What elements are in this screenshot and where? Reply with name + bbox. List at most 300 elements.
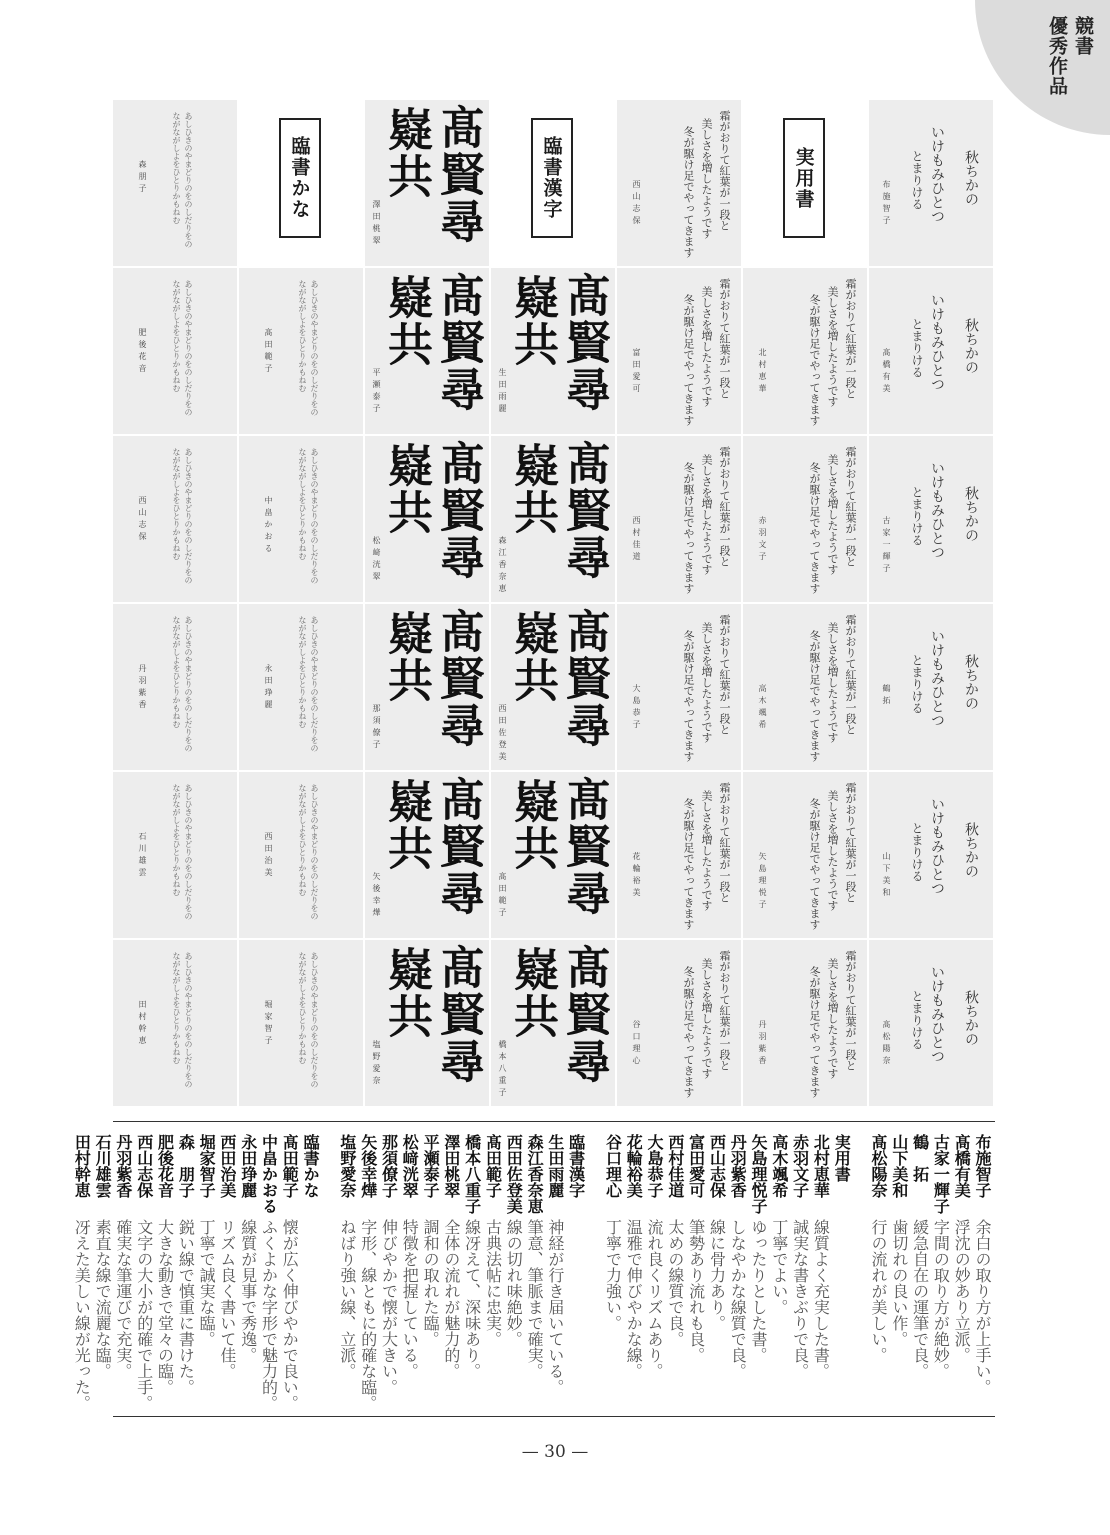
artwork-line: 美しさを増したようです <box>700 958 713 1079</box>
artwork-line: 髙賢尋 <box>432 608 485 749</box>
judge-comment: しなやかな線質で良。 <box>728 1218 748 1379</box>
artwork-line: 美しさを増したようです <box>700 454 713 575</box>
artwork-signature: 高木颯希 <box>758 684 767 732</box>
author-name: 石川雄雲 <box>93 1134 113 1198</box>
artwork-line: 冬が駆け足でやってきます <box>808 294 821 426</box>
artwork-line: あしひきのやまどりのをのしだりをの <box>310 448 319 584</box>
artwork-line: 髙賢尋 <box>558 776 611 917</box>
artwork-kanji <box>365 100 489 266</box>
judge-comment: ねばり強い線、立派。 <box>337 1218 357 1379</box>
judge-comment: 線冴えて、深味あり。 <box>462 1218 482 1379</box>
author-name: 髙橋有美 <box>952 1134 972 1198</box>
artwork-line: とまりける <box>910 486 924 546</box>
comment-entry <box>747 1134 768 1412</box>
comment-entry <box>971 1134 992 1412</box>
artwork-line: 秋ちかの <box>963 318 979 374</box>
artwork-line: ながながしよをひとりかもねむ <box>172 784 181 896</box>
judge-comment: 神経が行き届いている。 <box>545 1218 565 1395</box>
artwork-practical-b <box>743 268 867 434</box>
artwork-line: とまりける <box>910 990 924 1050</box>
category-label: 臨書かな <box>279 118 321 238</box>
artwork-kanji <box>365 772 489 938</box>
artwork-line: 嶷共 <box>380 274 433 368</box>
artwork-signature: 谷口理心 <box>632 1020 641 1068</box>
artwork-line: 霜がおりて紅葉が一段と <box>844 614 857 735</box>
category-label-cell <box>239 100 363 266</box>
artwork-line: 冬が駆け足でやってきます <box>808 798 821 930</box>
artwork-signature: 布施智子 <box>882 180 891 228</box>
author-name: 田村幹恵 <box>72 1134 92 1198</box>
judge-comment: 素直な線で流麗な臨。 <box>93 1218 113 1379</box>
artwork-line: あしひきのやまどりのをのしだりをの <box>184 448 193 584</box>
artwork-kana <box>239 940 363 1106</box>
author-name: 西山志保 <box>707 1134 727 1198</box>
artwork-line: あしひきのやまどりのをのしだりをの <box>310 616 319 752</box>
author-name: 生田雨麗 <box>545 1134 565 1198</box>
artwork-line: 髙賢尋 <box>432 104 485 245</box>
author-name: 森江香奈恵 <box>525 1134 545 1214</box>
comment-entry <box>726 1134 747 1412</box>
judge-comment: 鋭い線で慎重に書けた。 <box>176 1218 196 1395</box>
artwork-line: 嶷共 <box>380 946 433 1040</box>
artwork-practical-b <box>617 604 741 770</box>
artwork-kana <box>239 772 363 938</box>
artwork-practical-b <box>617 268 741 434</box>
page-number: — 30 — <box>521 1442 589 1462</box>
artwork-signature: 丹羽紫香 <box>138 664 147 712</box>
artwork-line: 冬が駆け足でやってきます <box>682 630 695 762</box>
artwork-line: ながながしよをひとりかもねむ <box>172 448 181 560</box>
artwork-practical-a <box>869 100 993 266</box>
judge-comment: 文字の大小が的確で上手。 <box>134 1218 154 1411</box>
comment-entry <box>357 1134 378 1412</box>
judge-comment: 伸びやかで懐が大きい。 <box>379 1218 399 1395</box>
author-name: 丹羽紫香 <box>728 1134 748 1198</box>
comment-entry <box>71 1134 92 1412</box>
comment-entry <box>378 1134 399 1412</box>
judge-comment: 誠実な書きぶりで良。 <box>790 1218 810 1379</box>
artwork-signature: 澤田桃翠 <box>372 200 381 248</box>
author-name: 髙田範子 <box>483 1134 503 1198</box>
artwork-practical-a <box>869 772 993 938</box>
category-label: 実用書 <box>783 118 825 238</box>
artwork-signature: 山下美和 <box>882 852 891 900</box>
artwork-line: いけもみひとつ <box>929 797 945 895</box>
judge-comment: 線に骨力あり。 <box>707 1218 727 1331</box>
artwork-line: 秋ちかの <box>963 990 979 1046</box>
artwork-signature: 森朋子 <box>138 160 147 196</box>
artwork-line: 霜がおりて紅葉が一段と <box>718 110 731 231</box>
artwork-practical-a <box>869 604 993 770</box>
artwork-line: 美しさを増したようです <box>700 622 713 743</box>
artwork-line: いけもみひとつ <box>929 125 945 223</box>
artwork-line: 霜がおりて紅葉が一段と <box>844 950 857 1071</box>
artwork-signature: 大島恭子 <box>632 684 641 732</box>
artwork-practical-b <box>617 436 741 602</box>
comment-entry <box>216 1134 237 1412</box>
comment-entry <box>502 1134 523 1412</box>
artwork-line: 嶷共 <box>380 610 433 704</box>
artwork-signature: 塩野愛奈 <box>372 1040 381 1088</box>
author-name: 森 朋子 <box>176 1134 196 1198</box>
artwork-kanji <box>365 436 489 602</box>
comment-entry <box>175 1134 196 1412</box>
artwork-signature: 花輪裕美 <box>632 852 641 900</box>
artwork-signature: 生田雨麗 <box>498 368 507 416</box>
artwork-kana <box>113 772 237 938</box>
artwork-line: ながながしよをひとりかもねむ <box>172 280 181 392</box>
artwork-line: ながながしよをひとりかもねむ <box>298 616 307 728</box>
author-name: 北村恵華 <box>811 1134 831 1198</box>
author-name: 丹羽紫香 <box>113 1134 133 1198</box>
artwork-kanji <box>365 268 489 434</box>
artwork-signature: 丹羽紫香 <box>758 1020 767 1068</box>
judge-comment: 流れ良くリズムあり。 <box>645 1218 665 1379</box>
artwork-line: とまりける <box>910 318 924 378</box>
judge-comment: 丁寧で力強い。 <box>603 1218 623 1331</box>
artwork-signature: 西山志保 <box>632 180 641 228</box>
comment-entry <box>398 1134 419 1412</box>
artwork-line: あしひきのやまどりのをのしだりをの <box>184 616 193 752</box>
artwork-kanji <box>491 772 615 938</box>
judge-comment: 丁寧で誠実な臨。 <box>197 1218 217 1347</box>
author-name: 西村佳道 <box>665 1134 685 1198</box>
judge-comment: 線の切れ味絶妙。 <box>504 1218 524 1347</box>
artwork-line: 美しさを増したようです <box>826 622 839 743</box>
artwork-practical-b <box>743 940 867 1106</box>
artwork-practical-a <box>869 436 993 602</box>
judge-comment: 調和の取れた臨。 <box>421 1218 441 1347</box>
comment-entry <box>930 1134 951 1412</box>
artwork-line: 霜がおりて紅葉が一段と <box>844 782 857 903</box>
artwork-line: 髙賢尋 <box>432 272 485 413</box>
artwork-line: ながながしよをひとりかもねむ <box>172 112 181 224</box>
artwork-line: 冬が駆け足でやってきます <box>682 294 695 426</box>
artwork-line: 秋ちかの <box>963 150 979 206</box>
author-name: 谷口理心 <box>603 1134 623 1198</box>
artwork-kana <box>113 604 237 770</box>
author-name: 肥後花音 <box>155 1134 175 1198</box>
artwork-practical-b <box>617 100 741 266</box>
artwork-signature: 矢後幸燁 <box>372 872 381 920</box>
author-name: 澤田桃翠 <box>441 1134 461 1198</box>
judge-comment: 筆勢あり流れも良。 <box>686 1218 706 1363</box>
artwork-line: あしひきのやまどりのをのしだりをの <box>310 952 319 1088</box>
comment-entry <box>909 1134 930 1412</box>
divider-bottom <box>113 1416 995 1417</box>
judge-comment: 筆意、筆脈まで確実。 <box>525 1218 545 1379</box>
artwork-kana <box>113 436 237 602</box>
artwork-line: あしひきのやまどりのをのしだりをの <box>184 112 193 248</box>
artwork-line: ながながしよをひとりかもねむ <box>298 952 307 1064</box>
artwork-signature: 西田治美 <box>264 832 273 880</box>
comment-entry <box>112 1134 133 1412</box>
judge-comment: ゆったりとした書。 <box>749 1218 769 1363</box>
artwork-kanji <box>491 268 615 434</box>
artwork-signature: 西田佐登美 <box>498 704 507 764</box>
comment-entry <box>461 1134 482 1412</box>
artwork-line: 霜がおりて紅葉が一段と <box>718 782 731 903</box>
artwork-kana <box>113 100 237 266</box>
judge-comment: 字間の取り方が絶妙。 <box>931 1218 951 1379</box>
comment-entry <box>706 1134 727 1412</box>
artwork-signature: 肥後花音 <box>138 328 147 376</box>
artwork-practical-a <box>869 268 993 434</box>
artwork-signature: 矢島理悦子 <box>758 852 767 912</box>
author-name: 古家一輝子 <box>931 1134 951 1214</box>
artwork-line: 髙賢尋 <box>558 944 611 1085</box>
author-name: 矢後幸燁 <box>358 1134 378 1198</box>
judge-comment: 線質が見事で秀逸。 <box>238 1218 258 1363</box>
artwork-line: 髙賢尋 <box>558 272 611 413</box>
artwork-signature: 橋本八重子 <box>498 1040 507 1100</box>
artwork-line: 嶷共 <box>380 442 433 536</box>
artwork-signature: 髙田範子 <box>264 328 273 376</box>
judge-comment: 歯切れの良い作。 <box>889 1218 909 1347</box>
artwork-line: 冬が駆け足でやってきます <box>682 966 695 1098</box>
artwork-signature: 西山志保 <box>138 496 147 544</box>
artwork-line: いけもみひとつ <box>929 461 945 559</box>
judge-comment: 字形、線ともに的確な臨。 <box>358 1218 378 1411</box>
artwork-line: 冬が駆け足でやってきます <box>808 966 821 1098</box>
artwork-line: 嶷共 <box>506 442 559 536</box>
author-name: 西田治美 <box>217 1134 237 1198</box>
artwork-kanji <box>491 436 615 602</box>
comment-entry <box>419 1134 440 1412</box>
author-name: 西田佐登美 <box>504 1134 524 1214</box>
artwork-line: ながながしよをひとりかもねむ <box>172 952 181 1064</box>
artwork-signature: 永田琤麗 <box>264 664 273 712</box>
artwork-signature: 髙橋有美 <box>882 348 891 396</box>
comment-entry <box>810 1134 831 1412</box>
artwork-kana <box>113 268 237 434</box>
artwork-line: ながながしよをひとりかもねむ <box>298 448 307 560</box>
artwork-line: 霜がおりて紅葉が一段と <box>718 278 731 399</box>
artwork-kanji <box>365 940 489 1106</box>
comment-entry <box>336 1134 357 1412</box>
author-name: 松﨑洸翠 <box>400 1134 420 1198</box>
artwork-line: とまりける <box>910 654 924 714</box>
comment-entry <box>768 1134 789 1412</box>
comment-entry <box>664 1134 685 1412</box>
artwork-line: 霜がおりて紅葉が一段と <box>718 950 731 1071</box>
artwork-kana <box>239 436 363 602</box>
artwork-line: 髙賢尋 <box>432 776 485 917</box>
artwork-line: 霜がおりて紅葉が一段と <box>718 446 731 567</box>
section-subtitle: 優秀作品 <box>1046 16 1068 96</box>
artwork-signature: 赤羽文子 <box>758 516 767 564</box>
artwork-signature: 平瀬泰子 <box>372 368 381 416</box>
artwork-practical-b <box>743 772 867 938</box>
comment-entry <box>622 1134 643 1412</box>
artwork-line: 秋ちかの <box>963 486 979 542</box>
judge-comment: ふくよかな字形で魅力的。 <box>259 1218 279 1411</box>
judge-comment: 温雅で伸びやかな線。 <box>624 1218 644 1379</box>
judge-comment: 余白の取り方が上手い。 <box>973 1218 992 1395</box>
artwork-signature: 古家一輝子 <box>882 516 891 576</box>
judge-comment: 古典法帖に忠実。 <box>483 1218 503 1347</box>
artwork-line: 美しさを増したようです <box>826 958 839 1079</box>
comment-entry <box>602 1134 623 1412</box>
artwork-line: 美しさを増したようです <box>826 790 839 911</box>
artwork-line: 美しさを増したようです <box>826 286 839 407</box>
author-name: 堀家智子 <box>197 1134 217 1198</box>
artwork-practical-b <box>617 940 741 1106</box>
artwork-kanji <box>491 940 615 1106</box>
judge-comment: 丁寧でよい。 <box>769 1218 789 1315</box>
artwork-signature: 北村恵華 <box>758 348 767 396</box>
artwork-kana <box>239 268 363 434</box>
comment-entry <box>237 1134 258 1412</box>
comment-entry <box>195 1134 216 1412</box>
artwork-line: ながながしよをひとりかもねむ <box>172 616 181 728</box>
artwork-kana <box>239 604 363 770</box>
comment-entry <box>482 1134 503 1412</box>
artwork-practical-b <box>743 604 867 770</box>
author-name: 大島恭子 <box>645 1134 665 1198</box>
judges-comments <box>71 1134 992 1412</box>
artwork-signature: 石川雄雲 <box>138 832 147 880</box>
artwork-signature: 田村幹恵 <box>138 1000 147 1048</box>
artwork-line: 髙賢尋 <box>432 944 485 1085</box>
artwork-line: 嶷共 <box>506 946 559 1040</box>
author-name: 髙松陽奈 <box>869 1134 889 1198</box>
author-name: 布施智子 <box>973 1134 992 1198</box>
artwork-line: 美しさを増したようです <box>826 454 839 575</box>
artwork-practical-a <box>869 940 993 1106</box>
artwork-line: 霜がおりて紅葉が一段と <box>718 614 731 735</box>
category-label-cell <box>491 100 615 266</box>
author-name: 花輪裕美 <box>624 1134 644 1198</box>
comment-entry <box>154 1134 175 1412</box>
artwork-line: 嶷共 <box>506 778 559 872</box>
artwork-practical-b <box>743 436 867 602</box>
artwork-signature: 那須僚子 <box>372 704 381 752</box>
author-name: 那須僚子 <box>379 1134 399 1198</box>
comment-entry <box>867 1134 888 1412</box>
author-name: 中畠かおる <box>259 1134 279 1214</box>
author-name: 西山志保 <box>134 1134 154 1198</box>
divider-top <box>113 1121 995 1122</box>
author-name: 富田愛可 <box>686 1134 706 1198</box>
section-title: 競書 <box>1072 16 1094 56</box>
judge-comment: 太めの線質で良。 <box>665 1218 685 1347</box>
artwork-line: 髙賢尋 <box>558 440 611 581</box>
comment-entry <box>643 1134 664 1412</box>
artwork-line: 冬が駆け足でやってきます <box>808 462 821 594</box>
artwork-line: 冬が駆け足でやってきます <box>808 630 821 762</box>
judge-comment: 線質よく充実した書。 <box>811 1218 831 1379</box>
category-label: 臨書漢字 <box>531 118 573 238</box>
artwork-line: とまりける <box>910 822 924 882</box>
comment-entry <box>888 1134 909 1412</box>
artwork-signature: 西村佳道 <box>632 516 641 564</box>
author-name: 鶴 拓 <box>910 1134 930 1182</box>
artwork-signature: 堀家智子 <box>264 1000 273 1048</box>
artwork-line: 美しさを増したようです <box>700 286 713 407</box>
category-heading: 臨書漢字 <box>566 1134 586 1198</box>
artwork-signature: 鶴拓 <box>882 684 891 708</box>
author-name: 髙田範子 <box>280 1134 300 1198</box>
artwork-signature: 髙松陽奈 <box>882 1020 891 1068</box>
comment-entry <box>685 1134 706 1412</box>
artwork-line: 髙賢尋 <box>432 440 485 581</box>
artwork-kana <box>113 940 237 1106</box>
author-name: 永田琤麗 <box>238 1134 258 1198</box>
artwork-line: 美しさを増したようです <box>700 118 713 239</box>
artwork-line: いけもみひとつ <box>929 965 945 1063</box>
author-name: 塩野愛奈 <box>337 1134 357 1198</box>
artwork-line: 霜がおりて紅葉が一段と <box>844 278 857 399</box>
artwork-line: いけもみひとつ <box>929 293 945 391</box>
artwork-line: 秋ちかの <box>963 822 979 878</box>
artwork-line: 嶷共 <box>506 610 559 704</box>
judge-comment: 大きな動きで堂々の臨。 <box>155 1218 175 1395</box>
artwork-line: あしひきのやまどりのをのしだりをの <box>310 280 319 416</box>
artwork-line: いけもみひとつ <box>929 629 945 727</box>
author-name: 赤羽文子 <box>790 1134 810 1198</box>
artwork-line: あしひきのやまどりのをのしだりをの <box>184 280 193 416</box>
artwork-line: 冬が駆け足でやってきます <box>682 798 695 930</box>
author-name: 平瀬泰子 <box>421 1134 441 1198</box>
artwork-line: ながながしよをひとりかもねむ <box>298 784 307 896</box>
judge-comment: 行の流れが美しい。 <box>869 1218 889 1363</box>
comment-entry <box>258 1134 279 1412</box>
comment-entry <box>544 1134 565 1412</box>
judge-comment: 浮沈の妙あり立派。 <box>952 1218 972 1363</box>
artwork-practical-b <box>617 772 741 938</box>
artwork-signature: 松﨑洸翠 <box>372 536 381 584</box>
artwork-signature: 髙田範子 <box>498 872 507 920</box>
artwork-line: あしひきのやまどりのをのしだりをの <box>184 784 193 920</box>
author-name: 高木颯希 <box>769 1134 789 1198</box>
comment-entry <box>789 1134 810 1412</box>
judge-comment: リズム良く書いて佳。 <box>217 1218 237 1379</box>
artwork-line: とまりける <box>910 150 924 210</box>
category-heading: 臨書かな <box>301 1134 321 1198</box>
comment-entry <box>440 1134 461 1412</box>
artwork-line: 嶷共 <box>506 274 559 368</box>
judge-comment: 懐が広く伸びやかで良い。 <box>280 1218 300 1411</box>
comment-entry <box>91 1134 112 1412</box>
artwork-signature: 富田愛可 <box>632 348 641 396</box>
author-name: 橋本八重子 <box>462 1134 482 1214</box>
judge-comment: 緩急自在の運筆で良。 <box>910 1218 930 1379</box>
judge-comment: 全体の流れが魅力的。 <box>441 1218 461 1379</box>
artwork-line: 嶷共 <box>380 778 433 872</box>
artwork-kanji <box>491 604 615 770</box>
artwork-line: 髙賢尋 <box>558 608 611 749</box>
category-label-cell <box>743 100 867 266</box>
artwork-kanji <box>365 604 489 770</box>
artwork-signature: 中畠かおる <box>264 496 273 556</box>
comment-entry <box>133 1134 154 1412</box>
artwork-line: 秋ちかの <box>963 654 979 710</box>
artwork-line: あしひきのやまどりのをのしだりをの <box>310 784 319 920</box>
artwork-line: 冬が駆け足でやってきます <box>682 462 695 594</box>
author-name: 矢島理悦子 <box>749 1134 769 1214</box>
category-heading: 実用書 <box>832 1134 852 1182</box>
artwork-line: あしひきのやまどりのをのしだりをの <box>184 952 193 1088</box>
judge-comment: 冴えた美しい線が光った。 <box>72 1218 92 1411</box>
artwork-line: 冬が駆け足でやってきます <box>682 126 695 258</box>
author-name: 山下美和 <box>889 1134 909 1198</box>
artwork-signature: 森江香奈恵 <box>498 536 507 596</box>
artwork-line: 霜がおりて紅葉が一段と <box>844 446 857 567</box>
judge-comment: 確実な筆運びで充実。 <box>113 1218 133 1379</box>
comment-entry <box>523 1134 544 1412</box>
comment-entry <box>950 1134 971 1412</box>
